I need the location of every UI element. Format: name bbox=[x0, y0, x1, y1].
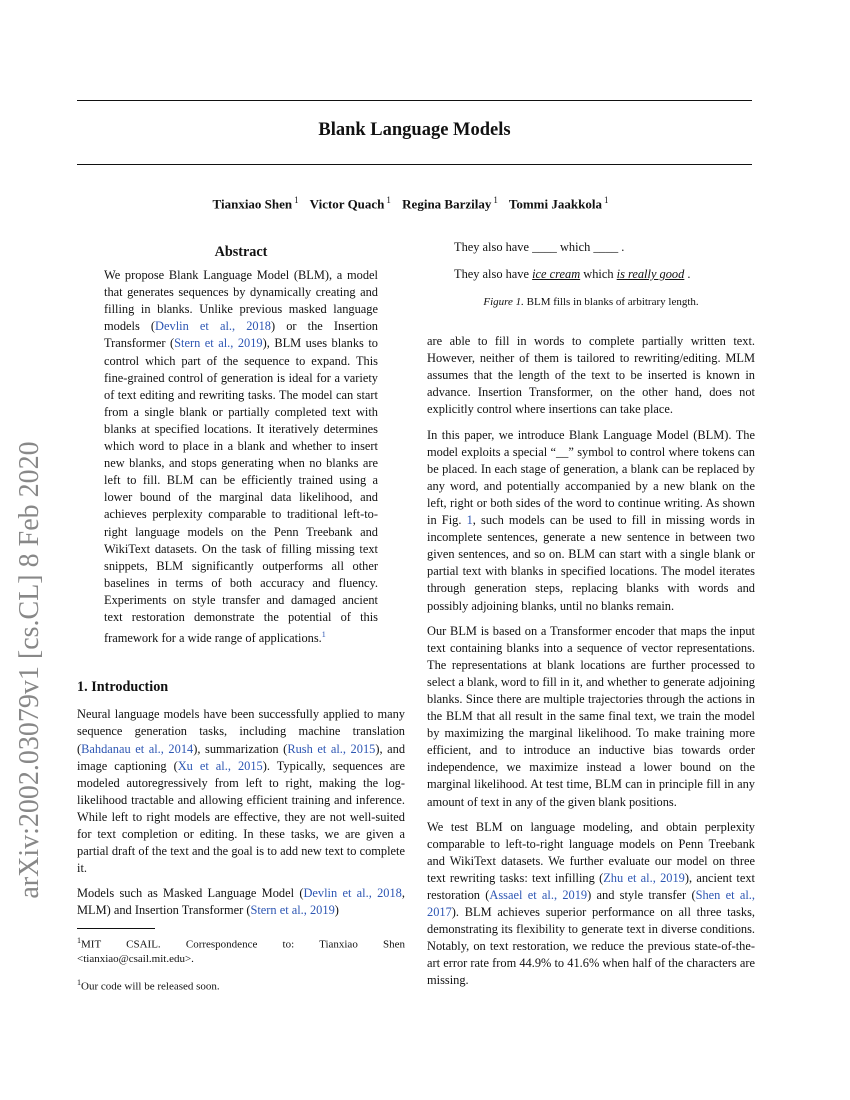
footnote-affiliation bbox=[77, 933, 405, 968]
figure-line-output bbox=[454, 265, 755, 284]
footnote-text: MIT CSAIL. Correspondence to: Tianxiao Shen <tianxiao@csail.mit.edu>. bbox=[77, 938, 405, 966]
figure-caption bbox=[427, 294, 755, 311]
filled-blank: is really good bbox=[616, 267, 685, 281]
author-name: Tianxiao Shen bbox=[212, 196, 293, 212]
citation-link[interactable]: Stern et al., 2019 bbox=[174, 336, 263, 351]
author-name: Tommi Jaakkola bbox=[508, 196, 602, 212]
paragraph-text: ). BLM achieves superior performance on all three tasks, demonstrating its flexibility to generate text in diverse conditions. Notably, on text restoration, we reduce the previous state-of-the-art error rate from 44.9% to 41.6% when half of the characters are missing. bbox=[427, 905, 755, 988]
paragraph-text: , such models can be used to fill in missing words in incomplete sentences, generate a new sentence in between two given sentences, and so on. BLM can start with a single blank or partial text with blanks in specified locations. The model iterates through generation steps, replacing blanks with words and possibly adjoining blanks, until no blanks remain. bbox=[427, 513, 755, 613]
paragraph-text: Models such as Masked Language Model ( bbox=[77, 886, 304, 901]
intro-paragraph bbox=[77, 706, 405, 877]
title-top-rule bbox=[77, 100, 752, 101]
caption-text: BLM fills in blanks of arbitrary length. bbox=[523, 296, 699, 308]
left-column bbox=[77, 240, 405, 1003]
body-paragraph bbox=[427, 427, 755, 615]
body-paragraph: are able to fill in words to complete partially written text. However, neither of them is tailored to rewriting/editing. MLM assumes that the length of the text to be inserted is known in advance. Insertion Transformer, on the other hand, does not explicitly control where insertions can take place. bbox=[427, 334, 755, 417]
footnote-divider bbox=[77, 928, 155, 929]
paragraph-text: ). Typically, sequences are modeled autoregressively from left to right, making the log-likelihood tractable and allowing efficient training and inference. While left to right models are effective, they are not well-suited for text completion or editing. In these tasks, we are given a partial draft of the text and the goal is to add new text to complete it. bbox=[77, 758, 405, 876]
citation-link[interactable]: Shen et al., 2017 bbox=[427, 888, 755, 920]
abstract-text: ), BLM uses blanks to control which part of the sequence to expand. This fine-grained control of generation is ideal for a variety of text editing and rewriting tasks. The model can start from a single blank or partially completed text with blanks at specified locations. It iteratively determines which word to place in a blank and whether to insert new blanks, and stops generating when no blanks are left to fill. BLM can be efficiently trained using a lower bound of the marginal data likelihood, and achieves perplexity comparable to traditional left-to-right language models on the Penn Treebank and WikiText datasets. On the task of filling missing text snippets, BLM significantly outperforms all other baselines in terms of both accuracy and fluency. Experiments on style transfer and damaged ancient text restoration demonstrate the potential of this framework for a wide range of applications. bbox=[104, 336, 378, 646]
paragraph-text: In this paper, we introduce Blank Language Model (BLM). The model exploits a special “__” symbol to control where tokens can be placed. In each stage of generation, a blank can be replaced by any word, and potentially accompanied by a new blank on the left, right or both sides of the word to continue writing. As shown in Fig. bbox=[427, 427, 755, 528]
citation-link[interactable]: Devlin et al., 2018 bbox=[303, 886, 402, 901]
arxiv-identifier[interactable]: arXiv:2002.03079v1 [cs.CL] 8 Feb 2020 bbox=[14, 441, 45, 899]
paper-title: Blank Language Models bbox=[318, 120, 511, 140]
author-affiliation-mark: 1 bbox=[603, 195, 609, 205]
footnote-mark: 1 bbox=[77, 935, 81, 945]
section-heading-introduction: 1. Introduction bbox=[77, 679, 169, 696]
abstract-body bbox=[104, 267, 378, 647]
citation-link[interactable]: Bahdanau et al., 2014 bbox=[81, 741, 194, 756]
paragraph-text: ), summarization ( bbox=[193, 741, 288, 756]
citation-link[interactable]: Stern et al., 2019 bbox=[250, 903, 335, 918]
paragraph-text: ) and style transfer ( bbox=[587, 888, 696, 902]
abstract-text: We propose Blank Language Model (BLM), a model that generates sequences by dynamically creating and filling in blanks. Unlike previous masked language models ( bbox=[104, 268, 378, 334]
citation-link[interactable]: Rush et al., 2015 bbox=[287, 741, 376, 756]
figure-text: which bbox=[580, 267, 617, 281]
author-list bbox=[77, 195, 752, 212]
author-affiliation-mark: 1 bbox=[294, 195, 299, 205]
citation-link[interactable]: Xu et al., 2015 bbox=[177, 758, 263, 773]
footnote-link[interactable]: 1 bbox=[321, 630, 326, 640]
body-paragraph bbox=[427, 819, 755, 990]
caption-label: Figure 1. bbox=[483, 296, 524, 308]
citation-link[interactable]: Zhu et al., 2019 bbox=[603, 870, 685, 885]
body-paragraph: Our BLM is based on a Transformer encoder that maps the input text containing blanks into a sequence of vector representations. The representations at blank locations are further processed to select a blank, word to fill in it, and whether to generate adjoining blanks. Since there are multiple trajectories through the actions in the BLM that all result in the same final text, we train the model by maximizing the marginal likelihood. To make training more efficient, and to introduce an inductive bias towards order independence, we maximize instead a lower bound on the marginal likelihood. At test time, BLM can in principle fill in any amount of text in any of the given blank positions. bbox=[427, 623, 755, 809]
title-bottom-rule bbox=[77, 164, 752, 165]
paragraph-text: Neural language models have been successfully applied to many sequence generation tasks, including machine translation ( bbox=[77, 707, 405, 756]
author-affiliation-mark: 1 bbox=[493, 195, 498, 205]
author-name: Regina Barzilay bbox=[402, 196, 492, 212]
figure-text: They also have bbox=[454, 267, 533, 281]
intro-paragraph bbox=[77, 885, 405, 919]
footnote-mark: 1 bbox=[77, 978, 81, 988]
author-name: Victor Quach bbox=[309, 196, 385, 212]
footnote-text: Our code will be released soon. bbox=[81, 980, 220, 993]
citation-link[interactable]: Devlin et al., 2018 bbox=[155, 319, 271, 334]
figure-text: . bbox=[684, 267, 691, 281]
abstract-heading: Abstract bbox=[214, 244, 268, 260]
paragraph-text: ), and image captioning ( bbox=[77, 741, 406, 773]
paragraph-text: ), ancient text restoration ( bbox=[427, 870, 755, 902]
author-affiliation-mark: 1 bbox=[386, 195, 391, 205]
right-column bbox=[427, 238, 755, 998]
figure-reference-link[interactable]: 1 bbox=[466, 513, 473, 528]
paragraph-text: ) bbox=[334, 903, 339, 918]
figure-1 bbox=[427, 238, 755, 284]
figure-line-input: They also have ____ which ____ . bbox=[454, 240, 625, 254]
footnote-code bbox=[77, 975, 405, 995]
citation-link[interactable]: Assael et al., 2019 bbox=[489, 888, 588, 902]
paragraph-text: We test BLM on language modeling, and obtain perplexity comparable to left-to-right language models on Penn Treebank and WikiText datasets. We further evaluate our model on three text rewriting tasks: text infilling ( bbox=[427, 819, 755, 885]
filled-blank: ice cream bbox=[532, 267, 581, 281]
paragraph-text: , MLM) and Insertion Transformer ( bbox=[77, 886, 405, 918]
abstract-text: ) or the Insertion Transformer ( bbox=[104, 319, 378, 351]
